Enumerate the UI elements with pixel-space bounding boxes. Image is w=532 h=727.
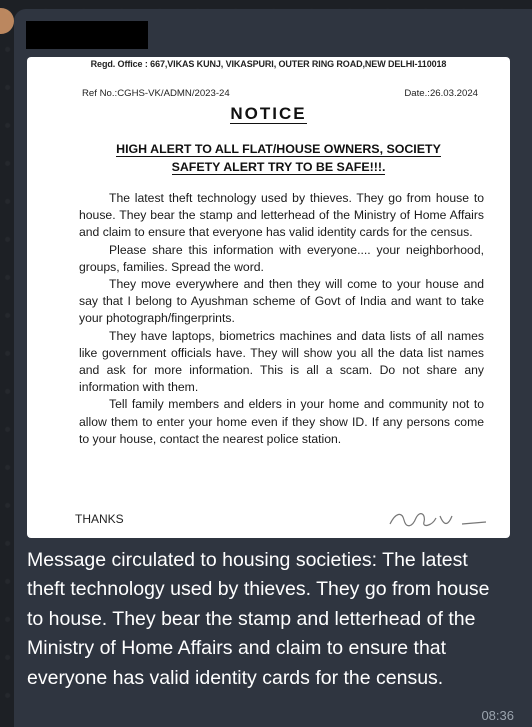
message-timestamp: 08:36: [481, 708, 514, 723]
notice-paragraph: They have laptops, biometrics machines and data lists of all names like government officials have. They will show you all the data list names and ask for more information. This is all a scam. Do not share any information with them.: [79, 328, 484, 395]
notice-date: Date.:26.03.2024: [404, 88, 478, 99]
notice-paragraph: Tell family members and elders in your home and community not to allow them to enter your home even if they show ID. If any persons come to your house, contact the nearest police station.: [79, 397, 484, 446]
alert-heading: [87, 140, 470, 176]
thanks-closing: THANKS: [75, 512, 124, 526]
notice-paragraph: They move everywhere and then they will come to your house and say that I belong to Ayushman scheme of Govt of India and want to take your photograph/fingerprints.: [79, 277, 484, 326]
registered-office-line: Regd. Office : 667,VIKAS KUNJ, VIKASPURI, OUTER RING ROAD,NEW DELHI-110018: [90, 59, 447, 69]
notice-image[interactable]: [27, 57, 510, 538]
message-caption: Message circulated to housing societies: The latest theft technology used by thieves. They go from house to house. They bear the stamp and letterhead of the Ministry of Home Affairs and claim to ensure that everyone has valid identity cards for the census.: [27, 549, 490, 689]
notice-heading: [27, 104, 510, 124]
notice-paragraph: The latest theft technology used by thieves. They go from house to house. They bear the stamp and letterhead of the Ministry of Home Affairs and claim to ensure that everyone has valid identity cards for the census.: [79, 191, 484, 240]
reference-number: Ref No.:CGHS-VK/ADMN/2023-24: [82, 88, 230, 99]
notice-body: [79, 190, 484, 448]
alert-line-2: SAFETY ALERT TRY TO BE SAFE!!!.: [171, 160, 386, 174]
redacted-sender-name: [26, 21, 148, 49]
signature-mark: [382, 506, 492, 532]
alert-line-1: HIGH ALERT TO ALL FLAT/HOUSE OWNERS, SOCIETY: [116, 142, 441, 156]
reference-line: [82, 88, 478, 99]
notice-paragraph: Please share this information with everyone.... your neighborhood, groups, families. Spread the word.: [79, 242, 484, 274]
notice-heading-text: NOTICE: [230, 104, 307, 123]
